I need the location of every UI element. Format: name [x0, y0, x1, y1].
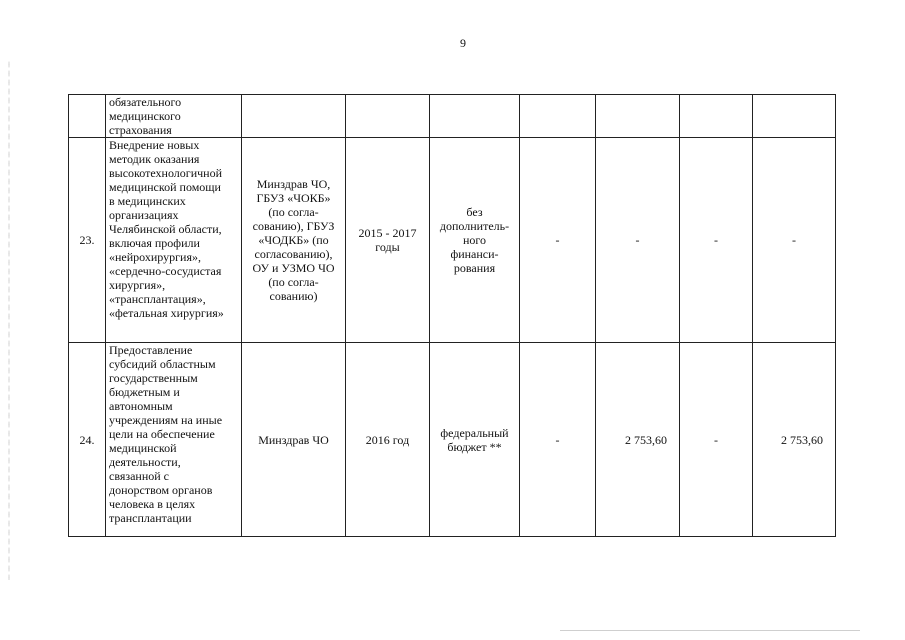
value-col-3: - [680, 138, 753, 343]
value-col-2: - [596, 138, 680, 343]
executor: Минздрав ЧО [242, 343, 346, 537]
value-col-3: - [680, 343, 753, 537]
page-number: 9 [460, 36, 466, 50]
scan-artifact-line [560, 630, 860, 631]
row-number: 24. [69, 343, 106, 537]
term: 2016 год [346, 343, 430, 537]
row-number [69, 95, 106, 138]
activity-name: Внедрение новых методик оказания высокотехнологичной медицинской помощи в медицинских организациях Челябинской области, включая профили «нейрохирургия», «сердечно-сосудистая хирургия», «трансплантация», «фетальная хирургия» [106, 138, 242, 343]
term: 2015 - 2017 годы [346, 138, 430, 343]
value-col-4 [753, 95, 836, 138]
funding-source [430, 95, 520, 138]
value-col-1: - [520, 138, 596, 343]
value-col-3 [680, 95, 753, 138]
executor [242, 95, 346, 138]
value-col-1 [520, 95, 596, 138]
value-col-1: - [520, 343, 596, 537]
funding-source: федеральный бюджет ** [430, 343, 520, 537]
scan-artifact [8, 60, 10, 580]
value-col-4: 2 753,60 [753, 343, 836, 537]
table-row [69, 95, 836, 138]
table-row [69, 343, 836, 537]
table-row [69, 138, 836, 343]
row-number: 23. [69, 138, 106, 343]
executor: Минздрав ЧО, ГБУЗ «ЧОКБ» (по согла- сованию), ГБУЗ «ЧОДКБ» (по согласованию), ОУ и УЗМО ЧО (по согла- сованию) [242, 138, 346, 343]
value-col-2 [596, 95, 680, 138]
activity-name: Предоставление субсидий областным государственным бюджетным и автономным учреждениям на иные цели на обеспечение медицинской деятельности, связанной с донорством органов человека в целях трансплантации [106, 343, 242, 537]
funding-source: без дополнитель- ного финанси- рования [430, 138, 520, 343]
activity-name: обязательного медицинского страхования [106, 95, 242, 138]
value-col-2: 2 753,60 [596, 343, 680, 537]
term [346, 95, 430, 138]
value-col-4: - [753, 138, 836, 343]
program-table [68, 94, 836, 537]
